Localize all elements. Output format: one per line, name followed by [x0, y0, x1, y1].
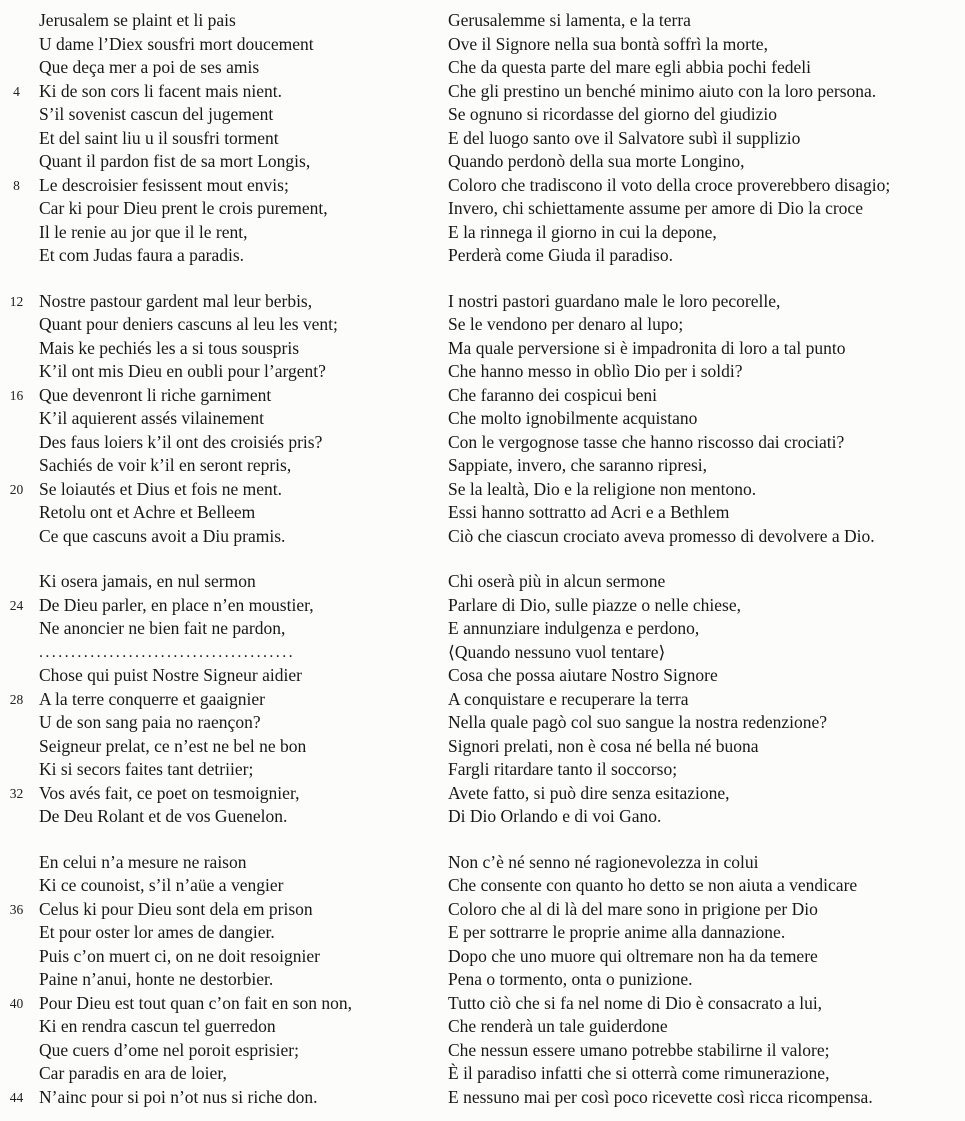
verse-line-row [0, 1039, 965, 1063]
italian-verse: E la rinnega il giorno in cui la depone, [448, 221, 717, 242]
french-verse: Quant pour deniers cascuns al leu les vent; [39, 314, 338, 334]
french-verse: S’il sovenist cascun del jugement [39, 104, 274, 124]
line-number [0, 360, 39, 384]
verse-line-row [0, 431, 965, 455]
verse-line-row [0, 33, 965, 57]
line-number: 4 [13, 83, 20, 99]
line-number [0, 56, 39, 80]
french-verse: Ne anoncier ne bien fait ne pardon, [39, 618, 286, 638]
verse-line-row [0, 664, 965, 688]
french-verse: Que devenront li riche garniment [39, 384, 272, 405]
verse-line-row [0, 360, 965, 384]
italian-verse: Pena o tormento, onta o punizione. [448, 969, 693, 989]
french-verse: Il le renie au jor que il le rent, [39, 221, 248, 242]
line-number [0, 127, 39, 151]
stanza-1 [0, 9, 965, 268]
line-number [0, 758, 39, 782]
verse-line-row [0, 221, 965, 245]
line-number [0, 617, 39, 641]
verse-line-row [0, 80, 965, 104]
verse-line-row [0, 501, 965, 525]
french-verse: A la terre conquerre et gaaignier [39, 688, 265, 709]
italian-verse: Coloro che al di là del mare sono in prigione per Dio [448, 898, 818, 919]
italian-verse: Che da questa parte del mare egli abbia pochi fedeli [448, 57, 811, 77]
verse-line-row [0, 1015, 965, 1039]
verse-line-row [0, 1062, 965, 1086]
stanza-3 [0, 570, 965, 829]
italian-verse: Nella quale pagò col suo sangue la nostra redenzione? [448, 712, 828, 732]
italian-verse: Di Dio Orlando e di voi Gano. [448, 806, 662, 826]
italian-verse: Essi hanno sottratto ad Acri e a Bethlem [448, 502, 730, 522]
line-number [0, 1062, 39, 1086]
line-number [0, 641, 39, 665]
line-number [0, 337, 39, 361]
french-verse: Seigneur prelat, ce n’est ne bel ne bon [39, 735, 307, 756]
verse-line-row [0, 244, 965, 268]
line-number [0, 525, 39, 549]
line-number [0, 711, 39, 735]
french-verse: De Deu Rolant et de vos Guenelon. [39, 806, 288, 826]
line-number: 12 [9, 293, 24, 309]
line-number [0, 501, 39, 525]
line-number [0, 150, 39, 174]
verse-line-row [0, 56, 965, 80]
italian-verse: Fargli ritardare tanto il soccorso; [448, 759, 678, 779]
italian-verse: A conquistare e recuperare la terra [448, 688, 689, 709]
verse-line-row [0, 805, 965, 829]
line-number [0, 221, 39, 245]
french-verse: Paine n’anui, honte ne destorbier. [39, 969, 274, 989]
poem [0, 9, 965, 1109]
line-number [0, 1039, 39, 1063]
line-number: 44 [9, 1089, 24, 1105]
verse-line-row [0, 758, 965, 782]
italian-verse: I nostri pastori guardano male le loro pecorelle, [448, 290, 781, 311]
verse-line-row [0, 968, 965, 992]
line-number [0, 407, 39, 431]
french-verse: Ki ce counoist, s’il n’aüe a vengier [39, 875, 284, 895]
italian-verse: E del luogo santo ove il Salvatore subì il supplizio [448, 127, 801, 148]
french-verse: Des faus loiers k’il ont des croisiés pris? [39, 431, 323, 452]
verse-line-row [0, 688, 965, 712]
french-verse: Le descroisier fesissent mout envis; [39, 174, 289, 195]
italian-verse: Che gli prestino un benché minimo aiuto con la loro persona. [448, 80, 877, 101]
verse-line-row [0, 290, 965, 314]
verse-line-row [0, 898, 965, 922]
french-verse: De Dieu parler, en place n’en moustier, [39, 594, 314, 615]
line-number [0, 805, 39, 829]
italian-verse: Signori prelati, non è cosa né bella né buona [448, 735, 759, 756]
italian-verse: E per sottrarre le proprie anime alla dannazione. [448, 922, 786, 942]
verse-line-row [0, 1086, 965, 1110]
italian-verse: Non c’è né senno né ragionevolezza in colui [448, 851, 759, 872]
verse-line-row [0, 478, 965, 502]
verse-line-row [0, 197, 965, 221]
line-number [0, 735, 39, 759]
french-verse: Ki si secors faites tant detriier; [39, 759, 254, 779]
line-number: 8 [13, 177, 20, 193]
italian-verse: Ove il Signore nella sua bontà soffrì la morte, [448, 33, 768, 54]
french-verse: K’il ont mis Dieu en oubli pour l’argent? [39, 361, 326, 381]
line-number [0, 454, 39, 478]
verse-line-row [0, 525, 965, 549]
line-number [0, 33, 39, 57]
line-number: 20 [9, 481, 24, 497]
line-number [0, 313, 39, 337]
line-number: 36 [9, 901, 24, 917]
italian-verse: E nessuno mai per così poco ricevette così ricca ricompensa. [448, 1086, 873, 1107]
verse-line-row [0, 337, 965, 361]
french-verse: Retolu ont et Achre et Belleem [39, 502, 256, 522]
verse-line-row [0, 945, 965, 969]
french-verse: Ce que cascuns avoit a Diu pramis. [39, 525, 286, 546]
french-verse: Sachiés de voir k’il en seront repris, [39, 455, 292, 475]
italian-verse: Che molto ignobilmente acquistano [448, 408, 698, 428]
line-number [0, 851, 39, 875]
french-verse: N’ainc pour si poi n’ot nus si riche don. [39, 1086, 318, 1107]
line-number: 40 [9, 995, 24, 1011]
italian-verse: Dopo che uno muore qui oltremare non ha da temere [448, 945, 818, 966]
italian-verse: Sappiate, invero, che saranno ripresi, [448, 455, 708, 475]
french-verse: Mais ke pechiés les a si tous souspris [39, 337, 300, 358]
italian-verse: Avete fatto, si può dire senza esitazione, [448, 782, 730, 803]
italian-verse: Chi oserà più in alcun sermone [448, 571, 666, 591]
line-number [0, 570, 39, 594]
french-verse: En celui n’a mesure ne raison [39, 851, 247, 872]
french-verse: Jerusalem se plaint et li pais [39, 10, 236, 30]
italian-verse: Che consente con quanto ho detto se non aiuta a vendicare [448, 875, 858, 895]
line-number [0, 431, 39, 455]
line-number [0, 103, 39, 127]
italian-verse: Ciò che ciascun crociato aveva promesso di devolvere a Dio. [448, 525, 875, 546]
line-number [0, 197, 39, 221]
italian-verse: Tutto ciò che si fa nel nome di Dio è consacrato a lui, [448, 992, 823, 1013]
italian-verse: Che renderà un tale guiderdone [448, 1016, 668, 1036]
french-verse: Ki en rendra cascun tel guerredon [39, 1016, 276, 1036]
italian-verse: Parlare di Dio, sulle piazze o nelle chiese, [448, 594, 742, 615]
italian-verse: Coloro che tradiscono il voto della croce proverebbero disagio; [448, 174, 891, 195]
french-verse: U de son sang paia no raençon? [39, 712, 261, 732]
italian-verse: Se ognuno si ricordasse del giorno del giudizio [448, 104, 778, 124]
french-verse: Pour Dieu est tout quan c’on fait en son non, [39, 992, 353, 1013]
italian-verse: Se la lealtà, Dio e la religione non mentono. [448, 478, 757, 499]
french-verse: Quant il pardon fist de sa mort Longis, [39, 151, 311, 171]
french-verse: Chose qui puist Nostre Signeur aidier [39, 665, 302, 685]
french-verse: Vos avés fait, ce poet on tesmoignier, [39, 782, 300, 803]
line-number: 24 [9, 597, 24, 613]
french-verse: Que deça mer a poi de ses amis [39, 57, 260, 77]
verse-line-row [0, 103, 965, 127]
verse-line-row [0, 407, 965, 431]
line-number [0, 945, 39, 969]
verse-line-row [0, 711, 965, 735]
french-verse: U dame l’Diex sousfri mort doucement [39, 33, 314, 54]
line-number: 28 [9, 691, 24, 707]
verse-line-row [0, 992, 965, 1016]
verse-line-row [0, 150, 965, 174]
italian-verse: E annunziare indulgenza e perdono, [448, 618, 700, 638]
line-number [0, 244, 39, 268]
verse-line-row [0, 454, 965, 478]
french-verse: Et pour oster lor ames de dangier. [39, 922, 275, 942]
french-verse: Ki de son cors li facent mais nient. [39, 80, 282, 101]
line-number [0, 1015, 39, 1039]
supplied-text: ⟨Quando nessuno vuol tentare⟩ [448, 641, 666, 662]
verse-line-row [0, 570, 965, 594]
verse-line-row [0, 313, 965, 337]
verse-line-row [0, 874, 965, 898]
french-verse: Car paradis en ara de loier, [39, 1063, 227, 1083]
italian-verse: È il paradiso infatti che si otterrà come rimunerazione, [448, 1063, 830, 1083]
line-number [0, 921, 39, 945]
verse-line-row [0, 851, 965, 875]
french-verse: Nostre pastour gardent mal leur berbis, [39, 290, 313, 311]
verse-line-row [0, 782, 965, 806]
french-verse: Et del saint liu u il sousfri torment [39, 127, 279, 148]
italian-verse: Perderà come Giuda il paradiso. [448, 245, 673, 265]
verse-line-row [0, 641, 965, 665]
verse-line-row [0, 617, 965, 641]
french-verse: Celus ki pour Dieu sont dela em prison [39, 898, 313, 919]
stanza-2 [0, 290, 965, 549]
lacuna-dots: ........................................ [39, 643, 295, 661]
french-verse: Se loiautés et Dius et fois ne ment. [39, 478, 283, 499]
stanza-4 [0, 851, 965, 1110]
french-verse: K’il aquierent assés vilainement [39, 408, 264, 428]
verse-line-row [0, 127, 965, 151]
verse-line-row [0, 735, 965, 759]
italian-verse: Gerusalemme si lamenta, e la terra [448, 10, 691, 30]
italian-verse: Che faranno dei cospicui beni [448, 384, 657, 405]
line-number: 16 [9, 387, 24, 403]
verse-line-row [0, 174, 965, 198]
line-number [0, 664, 39, 688]
french-verse: Que cuers d’ome nel poroit esprisier; [39, 1039, 299, 1060]
italian-verse: Invero, chi schiettamente assume per amore di Dio la croce [448, 198, 863, 218]
line-number: 32 [9, 785, 24, 801]
italian-verse: Se le vendono per denaro al lupo; [448, 314, 684, 334]
italian-verse: Cosa che possa aiutare Nostro Signore [448, 665, 718, 685]
line-number [0, 9, 39, 33]
verse-line-row [0, 594, 965, 618]
italian-verse: Con le vergognose tasse che hanno riscosso dai crociati? [448, 431, 845, 452]
french-verse: Ki osera jamais, en nul sermon [39, 571, 256, 591]
verse-line-row [0, 384, 965, 408]
italian-verse: Che hanno messo in oblìo Dio per i soldi? [448, 361, 743, 381]
italian-verse: Ma quale perversione si è impadronita di loro a tal punto [448, 337, 846, 358]
italian-verse: Quando perdonò della sua morte Longino, [448, 151, 745, 171]
line-number [0, 968, 39, 992]
french-verse: Car ki pour Dieu prent le crois purement, [39, 198, 328, 218]
verse-line-row [0, 9, 965, 33]
french-verse: Puis c’on muert ci, on ne doit resoignier [39, 945, 320, 966]
verse-line-row [0, 921, 965, 945]
line-number [0, 874, 39, 898]
french-verse: Et com Judas faura a paradis. [39, 245, 245, 265]
italian-verse: Che nessun essere umano potrebbe stabilirne il valore; [448, 1039, 830, 1060]
